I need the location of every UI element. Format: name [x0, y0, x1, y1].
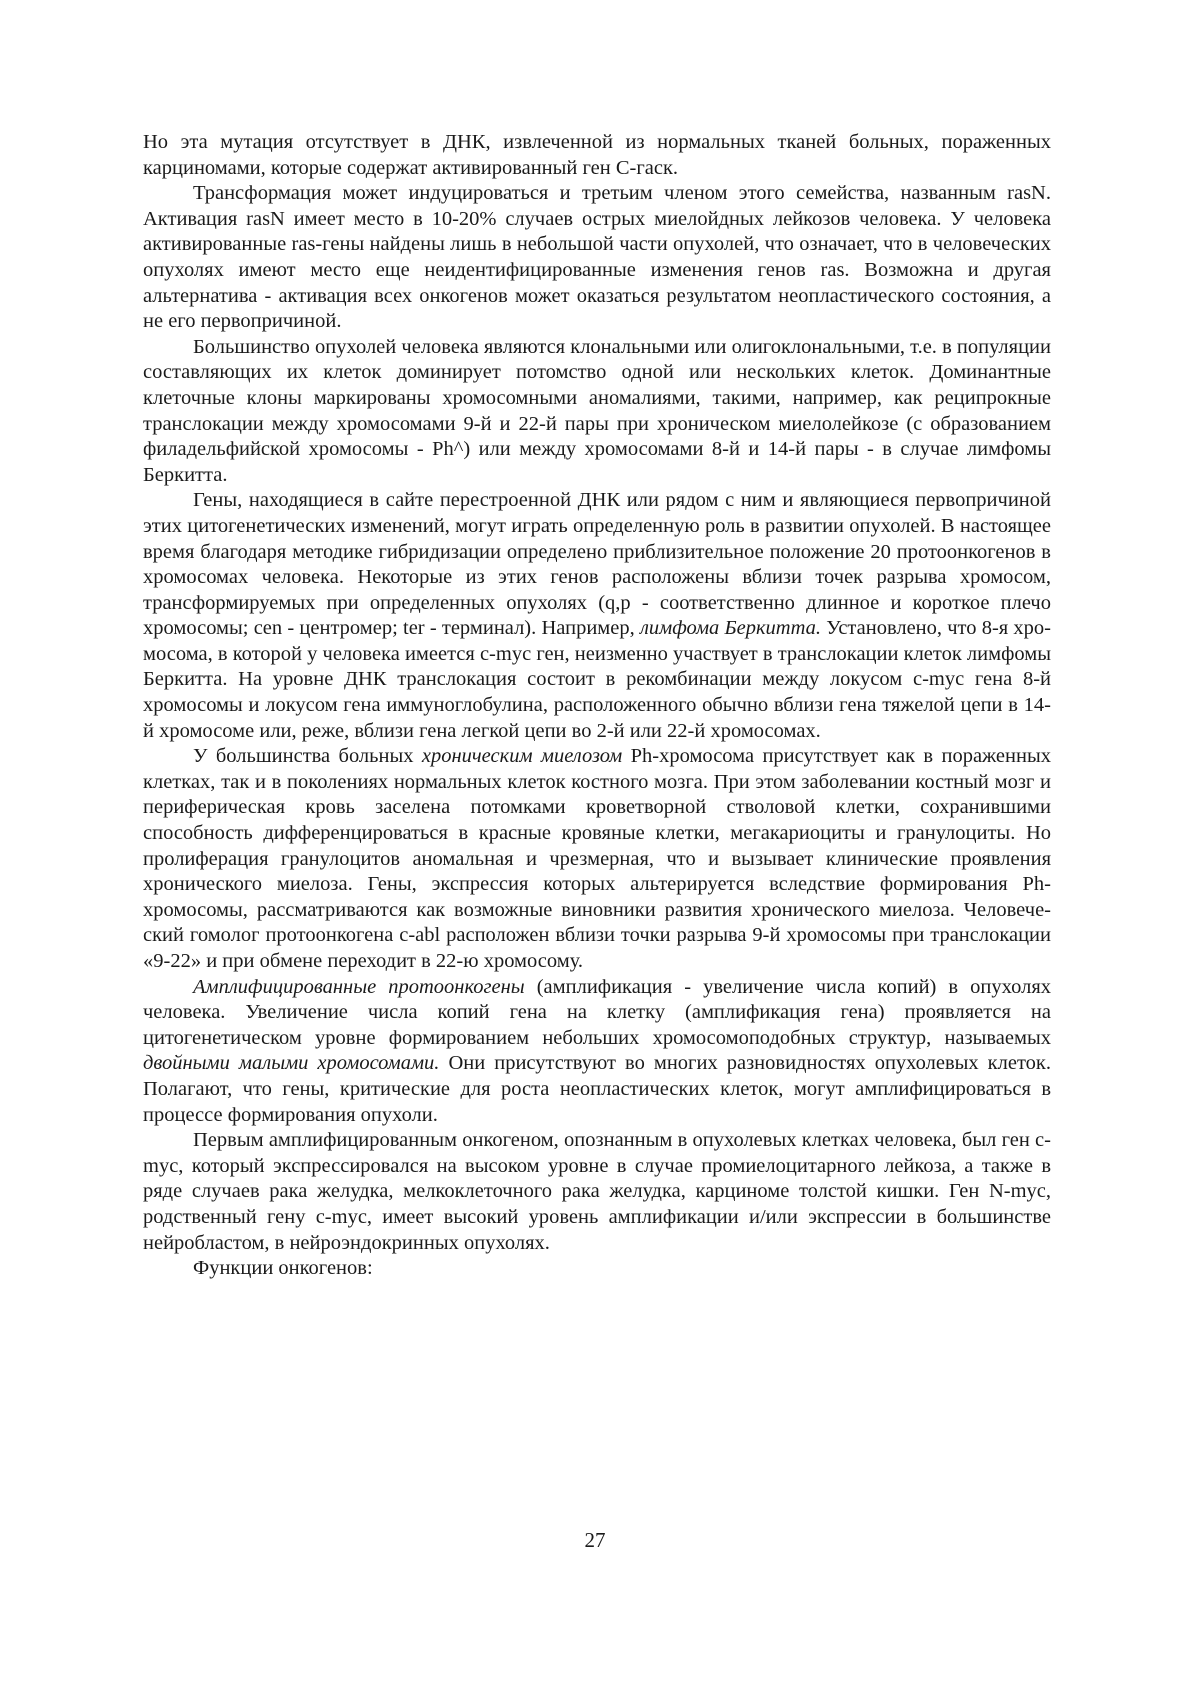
paragraph	[143, 744, 1051, 974]
paragraph	[143, 335, 1051, 489]
paragraph	[143, 975, 1051, 1129]
paragraph	[143, 488, 1051, 744]
page-number: 27	[584, 1528, 606, 1552]
text-run: Установлено, что 8-я хромосома, в которой у человека имеется c-myc ген, неизменно участвует в транслокации клеток лимфомы Беркитта. На уровне ДНК транслокация состоит в рекомбинации между локусом c-myc гена 8-й хромосомы и локусом гена иммуноглобулина, расположенного обычно вблизи гена тяжелой цепи в 14-й хромосоме или, реже, вблизи гена легкой цепи во 2-й или 22-й хромосомах.	[143, 617, 1051, 742]
text-run: Большинство опухолей человека являются клональными или олигоклональными, т.е. в популяции составляющих их клеток доминирует потомство одной или нескольких клеток. Доминантные клеточные клоны маркированы хромосомными аномалиями, такими, например, как реципрокные транслокации между хромосомами 9-й и 22-й пары при хроническом миелолейкозе (с образованием филадельфийской хромосомы - Ph^) или между хромосомами 8-й и 14-й пары - в случае лимфомы Беркитта.	[143, 335, 1051, 486]
text-run: Они присутствуют во многих разновидностях опухолевых клеток. Полагают, что гены, критические для роста неопластических клеток, могут амплифицироваться в процессе формирования опухоли.	[143, 1052, 1051, 1126]
italic-term: Амплифицированные протоонкогены	[193, 975, 525, 998]
text-run: Функции онкогенов:	[193, 1257, 373, 1280]
paragraph	[143, 130, 1051, 181]
page-body	[143, 130, 1051, 1282]
italic-term: хроническим миелозом	[421, 745, 623, 768]
text-run: Ph-хромосома присутствует как в пораженных клетках, так и в поколениях нормальных клеток костного мозга. При этом заболевании костный мозг и периферическая кровь заселена потомками кроветворной стволовой клетки, сохранившими способность дифференцироваться в красные кровяные клетки, мегакариоциты и гранулоциты. Но пролиферация гранулоцитов аномальная и чрезмерная, что и вызывает клинические проявления хронического миелоза. Гены, экспрессия которых альтерируется вследствие формирования Ph-хромосомы, рассматриваются как возможные виновники развития хронического миелоза. Человеческий гомолог протоонкогена c-abl расположен вблизи точки разрыва 9-й хромосомы при транслокации «9-22» и при обмене переходит в 22-ю хромосому.	[143, 745, 1051, 972]
italic-term: двойными малыми хромосомами.	[143, 1052, 440, 1075]
text-run: Первым амплифицированным онкогеном, опознанным в опухолевых клетках человека, был ген c-myc, который экспрессировался на высоком уровне в случае промиелоцитарного лейкоза, а также в ряде случаев рака желудка, мелкоклеточного рака желудка, карциноме толстой кишки. Ген N-myc, родственный гену c-myc, имеет высокий уровень амплификации и/или экспрессии в большинстве нейробластом, в нейроэндокринных опухолях.	[143, 1129, 1051, 1254]
italic-term: лимфома Беркитта.	[639, 617, 822, 640]
paragraph	[143, 1128, 1051, 1256]
text-run: (амплификация - увеличение числа копий) в опухолях человека. Увеличение числа копий гена на клетку (амплификация гена) проявляется на цитогенетическом уровне формированием небольших хромосомоподобных структур, называемых	[143, 975, 1051, 1049]
text-run: Трансформация может индуцироваться и третьим членом этого семейства, названным rasN. Активация rasN имеет место в 10-20% случаев острых миелойдных лейкозов человека. У человека активированные ras-гены найдены лишь в небольшой части опухолей, что означает, что в человеческих опухолях имеют место еще неидентифицированные изменения генов ras. Возможна и другая альтернатива - активация всех онкогенов может оказаться результатом неопластического состояния, а не его первопричиной.	[143, 182, 1051, 333]
text-run: У большинства больных	[193, 745, 422, 768]
text-run: Гены, находящиеся в сайте перестроенной ДНК или рядом с ним и являющиеся первопричиной этих цитогенетических изменений, могут играть определенную роль в развитии опухолей. В настоящее время благодаря методике гибридизации определено приблизительное положение 20 протоонкогенов в хромосомах человека. Некоторые из этих генов расположены вблизи точек разрыва хромосом, трансформируемых при определенных опухолях (q,p - соответственно длинное и короткое плечо хромосомы; cen - центромер; ter - терминал). Например,	[143, 489, 1051, 640]
text-run: Но эта мутация отсутствует в ДНК, извлеченной из нормальных тканей больных, пораженных карциномами, которые содержат активированный ген С-гаск.	[143, 131, 1051, 179]
paragraph	[143, 1256, 1051, 1282]
paragraph	[143, 181, 1051, 335]
